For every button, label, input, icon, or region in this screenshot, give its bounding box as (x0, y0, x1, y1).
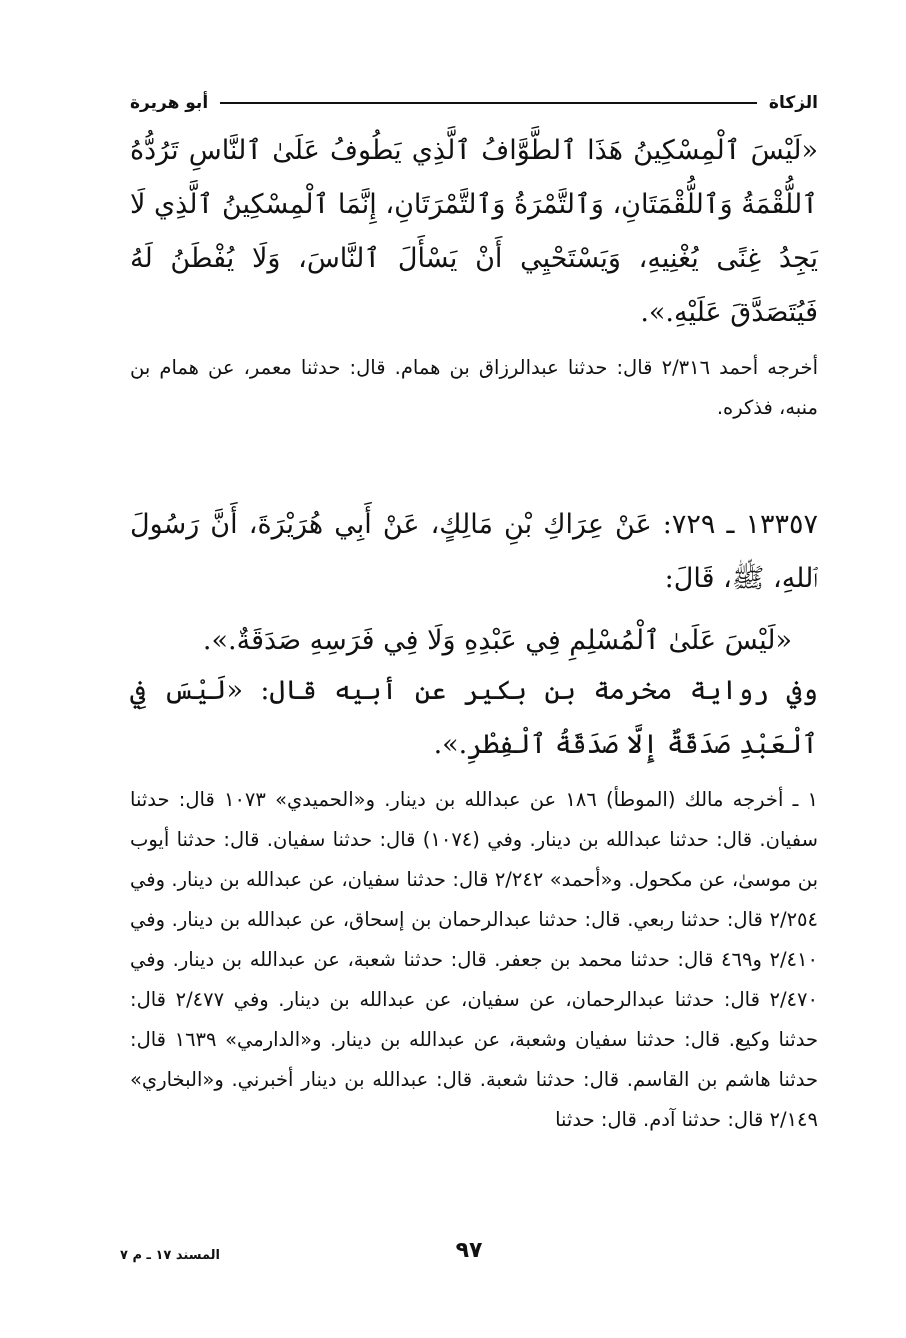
hadith-728-text: «لَيْسَ ٱلْمِسْكِينُ هَذَا ٱلطَّوَّافُ ٱلَّذِي يَطُوفُ عَلَىٰ ٱلنَّاسِ تَرُدُّهُ ٱللُّقْمَةُ وَٱللُّقْمَتَانِ، وَٱلتَّمْرَةُ وَٱلتَّمْرَتَانِ، إِنَّمَا ٱلْمِسْكِينُ ٱلَّذِي لَا يَجِدُ غِنًى يُغْنِيهِ، وَيَسْتَحْيِي أَنْ يَسْأَلَ ٱلنَّاسَ، وَلَا يُفْطَنُ لَهُ فَيُتَصَدَّقَ عَلَيْهِ.». (130, 135, 818, 328)
page-footer (120, 1238, 818, 1268)
print-signature: المسند ١٧ ـ م ٧ (120, 1248, 220, 1263)
narrator-title: أبو هريرة (130, 93, 209, 113)
page-number: ٩٧ (455, 1238, 483, 1263)
hadith-729-takhrij: ١ ـ أخرجه مالك (الموطأ) ١٨٦ عن عبدالله بن دينار. و«الحميدي» ١٠٧٣ قال: حدثنا سفيان. قال: حدثنا عبدالله بن دينار. وفي (١٠٧٤) قال: حدثنا سفيان. قال: حدثنا أيوب بن موسىٰ، عن مكحول. و«أحمد» ٢/٢٤٢ قال: حدثنا سفيان، عن عبدالله بن دينار. وفي ٢/٢٥٤ قال: حدثنا ربعي. قال: حدثنا عبدالرحمان بن إسحاق، عن عبدالله بن دينار. وفي ٢/٤١٠ و٤٦٩ قال: حدثنا محمد بن جعفر. قال: حدثنا شعبة، عن عبدالله بن دينار. وفي ٢/٤٧٠ قال: حدثنا عبدالرحمان، عن سفيان، عن عبدالله بن دينار. وفي ٢/٤٧٧ قال: حدثنا وكيع. قال: حدثنا سفيان وشعبة، عن عبدالله بن دينار. و«الدارمي» ١٦٣٩ قال: حدثنا هاشم بن القاسم. قال: حدثنا شعبة. قال: عبدالله بن دينار أخبرني. و«البخاري» ٢/١٤٩ قال: حدثنا آدم. قال: حدثنا (130, 788, 819, 1131)
hadith-729-variant: وفي رواية مخرمة بن بكير عن أبيه قال: «لَيْسَ فِي ٱلْعَبْدِ صَدَقَةٌ إِلَّا صَدَقَةُ ٱلْفِطْرِ.». (130, 675, 818, 760)
hadith-729-text: «لَيْسَ عَلَىٰ ٱلْمُسْلِمِ فِي عَبْدِهِ وَلَا فِي فَرَسِهِ صَدَقَةٌ.». (202, 625, 792, 656)
header-rule (220, 102, 757, 104)
hadith-728-takhrij: أخرجه أحمد ٢/٣١٦ قال: حدثنا عبدالرزاق بن همام. قال: حدثنا معمر، عن همام بن منبه، فذكره. (130, 356, 818, 419)
chapter-title: الزكاة (768, 93, 818, 113)
hadith-729-heading: ١٣٣٥٧ ـ ٧٢٩: عَنْ عِرَاكِ بْنِ مَالِكٍ، عَنْ أَبِي هُرَيْرَةَ، أَنَّ رَسُولَ ٱللهِ، ﷺ، قَالَ: (130, 509, 818, 594)
running-header (130, 88, 818, 118)
